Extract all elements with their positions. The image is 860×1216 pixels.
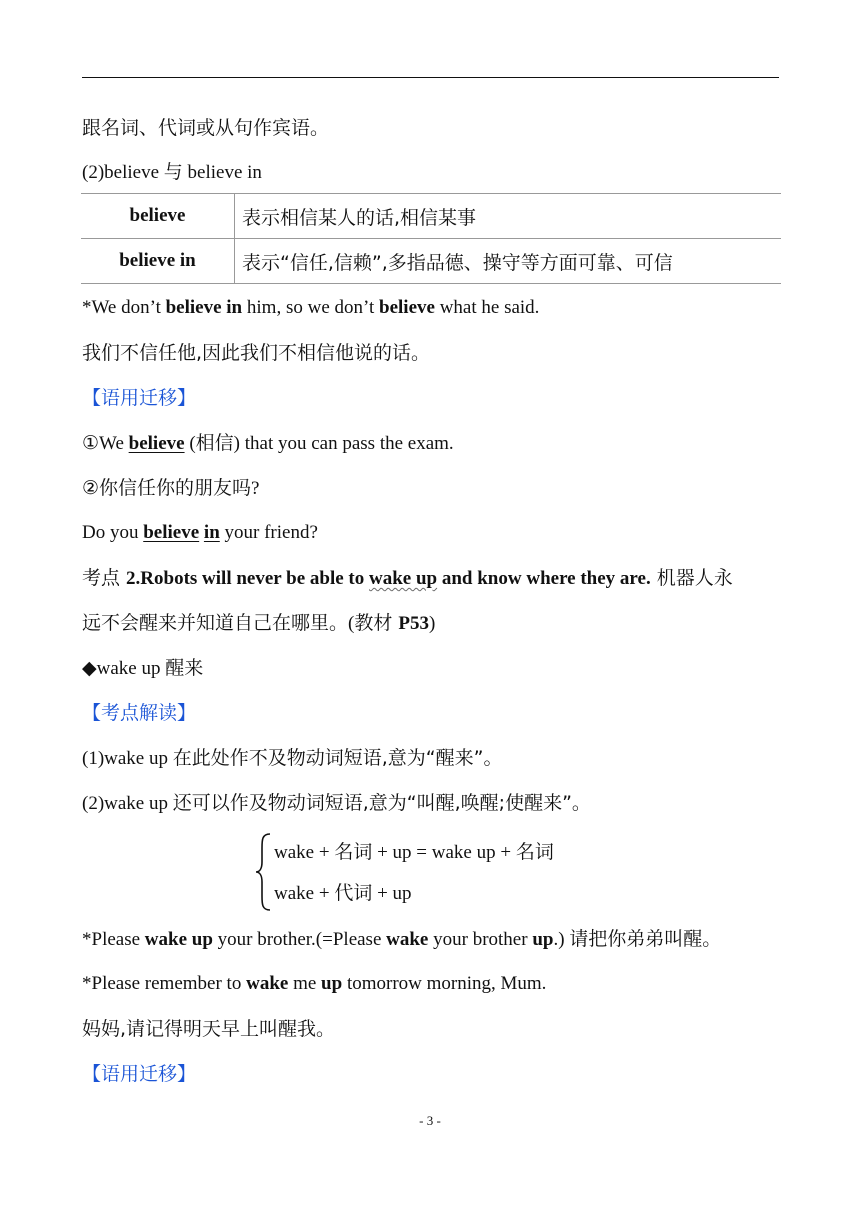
exercise-item: ①We believe (相信) that you can pass the exam. bbox=[82, 432, 454, 454]
exercise-answer: Do you believe in your friend? bbox=[82, 522, 318, 543]
table-row bbox=[81, 194, 781, 239]
answer-blank: in bbox=[203, 522, 220, 543]
example-sentence: *Please wake up your brother.(=Please wake your brother up.) 请把你弟弟叫醒。 bbox=[82, 928, 722, 950]
answer-blank: believe bbox=[128, 433, 185, 454]
text-line: 跟名词、代词或从句作宾语。 bbox=[82, 117, 330, 139]
section-heading: (2)believe 与 believe in bbox=[82, 161, 262, 183]
explanation-item: (1)wake up 在此处作不及物动词短语,意为“醒来”。 bbox=[82, 747, 503, 769]
curly-brace-icon bbox=[254, 832, 274, 912]
header-rule bbox=[82, 77, 779, 78]
answer-blank: believe bbox=[143, 522, 200, 543]
example-sentence: *Please remember to wake me up tomorrow morning, Mum. bbox=[82, 973, 547, 994]
example-sentence: *We don’t believe in him, so we don’t believe what he said. bbox=[82, 297, 540, 318]
phrase-heading: ◆wake up 醒来 bbox=[82, 657, 204, 679]
table-cell-desc: 表示相信某人的话,相信某事 bbox=[235, 194, 782, 239]
practice-heading: 【语用迁移】 bbox=[82, 1063, 197, 1085]
explanation-item: (2)wake up 还可以作及物动词短语,意为“叫醒,唤醒;使醒来”。 bbox=[82, 792, 591, 814]
table-cell-desc: 表示“信任,信赖”,多指品德、操守等方面可靠、可信 bbox=[235, 239, 782, 284]
exercise-item: ②你信任你的朋友吗? bbox=[82, 477, 260, 499]
example-translation: 妈妈,请记得明天早上叫醒我。 bbox=[82, 1018, 336, 1040]
page-number: - 3 - bbox=[419, 1113, 441, 1128]
table-cell-term: believe in bbox=[81, 239, 235, 284]
formula-line: wake + 名词 + up = wake up + 名词 bbox=[274, 841, 554, 863]
table-cell-term: believe bbox=[81, 194, 235, 239]
example-translation: 我们不信任他,因此我们不相信他说的话。 bbox=[82, 342, 431, 364]
practice-heading: 【语用迁移】 bbox=[82, 387, 197, 409]
explanation-heading: 【考点解读】 bbox=[82, 702, 197, 724]
comparison-table bbox=[81, 193, 781, 284]
formula-line: wake + 代词 + up bbox=[274, 882, 412, 904]
table-row bbox=[81, 239, 781, 284]
key-point-heading: 考点 2.Robots will never be able to wake up and know where they are. 机器人永 bbox=[82, 567, 733, 589]
key-point-translation: 远不会醒来并知道自己在哪里。(教材 P53) bbox=[82, 612, 436, 634]
